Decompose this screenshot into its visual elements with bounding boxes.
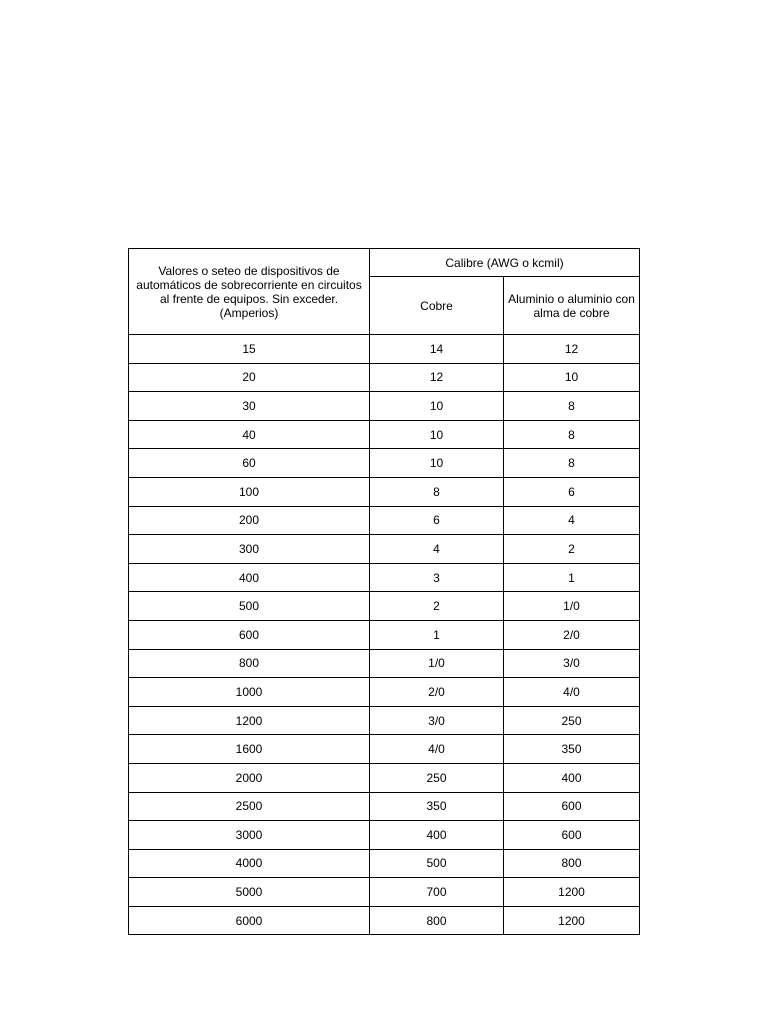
cell-aluminum: 1200 (504, 906, 640, 935)
cell-amperes: 300 (129, 535, 370, 564)
cell-amperes: 600 (129, 620, 370, 649)
cell-copper: 2 (370, 592, 504, 621)
table-row (129, 678, 640, 707)
table-row (129, 477, 640, 506)
table-body (129, 335, 640, 935)
cell-copper: 700 (370, 878, 504, 907)
table-header (129, 249, 640, 335)
cell-copper: 350 (370, 792, 504, 821)
header-aluminum: Aluminio o aluminio con alma de cobre (504, 277, 640, 335)
table-row (129, 592, 640, 621)
table-row (129, 878, 640, 907)
cell-copper: 14 (370, 335, 504, 364)
table-row (129, 906, 640, 935)
cell-copper: 12 (370, 363, 504, 392)
cell-amperes: 800 (129, 649, 370, 678)
cell-copper: 2/0 (370, 678, 504, 707)
table-row (129, 563, 640, 592)
cell-amperes: 30 (129, 392, 370, 421)
cell-aluminum: 250 (504, 706, 640, 735)
cell-aluminum: 2/0 (504, 620, 640, 649)
cell-aluminum: 4 (504, 506, 640, 535)
cell-aluminum: 1/0 (504, 592, 640, 621)
cell-aluminum: 1 (504, 563, 640, 592)
header-gauge-group: Calibre (AWG o kcmil) (370, 249, 640, 277)
table-row (129, 849, 640, 878)
table-row (129, 649, 640, 678)
cell-amperes: 6000 (129, 906, 370, 935)
cell-copper: 8 (370, 477, 504, 506)
table-row (129, 792, 640, 821)
cell-aluminum: 350 (504, 735, 640, 764)
cell-aluminum: 2 (504, 535, 640, 564)
cell-aluminum: 8 (504, 449, 640, 478)
cell-copper: 3 (370, 563, 504, 592)
cell-aluminum: 1200 (504, 878, 640, 907)
cell-amperes: 40 (129, 420, 370, 449)
cell-aluminum: 600 (504, 821, 640, 850)
cell-amperes: 20 (129, 363, 370, 392)
cell-copper: 10 (370, 449, 504, 478)
table-row (129, 535, 640, 564)
table-row (129, 335, 640, 364)
cell-amperes: 5000 (129, 878, 370, 907)
cell-aluminum: 4/0 (504, 678, 640, 707)
cell-aluminum: 6 (504, 477, 640, 506)
cell-copper: 4/0 (370, 735, 504, 764)
table-row (129, 420, 640, 449)
table-row (129, 392, 640, 421)
table-row (129, 821, 640, 850)
cell-aluminum: 8 (504, 392, 640, 421)
cell-copper: 10 (370, 392, 504, 421)
cell-amperes: 500 (129, 592, 370, 621)
cell-copper: 1/0 (370, 649, 504, 678)
cell-amperes: 2500 (129, 792, 370, 821)
cell-copper: 6 (370, 506, 504, 535)
cell-amperes: 400 (129, 563, 370, 592)
cell-amperes: 15 (129, 335, 370, 364)
cell-copper: 500 (370, 849, 504, 878)
header-amperes: Valores o seteo de dispositivos de automáticos de sobrecorriente en circuitos al frente de equipos. Sin exceder. (Amperios) (129, 249, 370, 335)
cell-copper: 10 (370, 420, 504, 449)
cell-aluminum: 8 (504, 420, 640, 449)
cell-copper: 3/0 (370, 706, 504, 735)
cell-amperes: 2000 (129, 763, 370, 792)
table-row (129, 706, 640, 735)
cell-aluminum: 600 (504, 792, 640, 821)
cell-amperes: 200 (129, 506, 370, 535)
cell-aluminum: 3/0 (504, 649, 640, 678)
table-row (129, 763, 640, 792)
table-row (129, 506, 640, 535)
cell-copper: 800 (370, 906, 504, 935)
cell-aluminum: 10 (504, 363, 640, 392)
cell-aluminum: 400 (504, 763, 640, 792)
cell-copper: 400 (370, 821, 504, 850)
header-copper: Cobre (370, 277, 504, 335)
table-row (129, 449, 640, 478)
cell-amperes: 1600 (129, 735, 370, 764)
table-row (129, 735, 640, 764)
cell-copper: 1 (370, 620, 504, 649)
cell-aluminum: 800 (504, 849, 640, 878)
cell-amperes: 60 (129, 449, 370, 478)
cell-amperes: 4000 (129, 849, 370, 878)
cell-amperes: 3000 (129, 821, 370, 850)
cell-copper: 250 (370, 763, 504, 792)
cell-aluminum: 12 (504, 335, 640, 364)
table-row (129, 620, 640, 649)
table-row (129, 363, 640, 392)
cell-amperes: 1000 (129, 678, 370, 707)
cell-copper: 4 (370, 535, 504, 564)
cell-amperes: 1200 (129, 706, 370, 735)
grounding-conductor-table (128, 248, 640, 935)
cell-amperes: 100 (129, 477, 370, 506)
